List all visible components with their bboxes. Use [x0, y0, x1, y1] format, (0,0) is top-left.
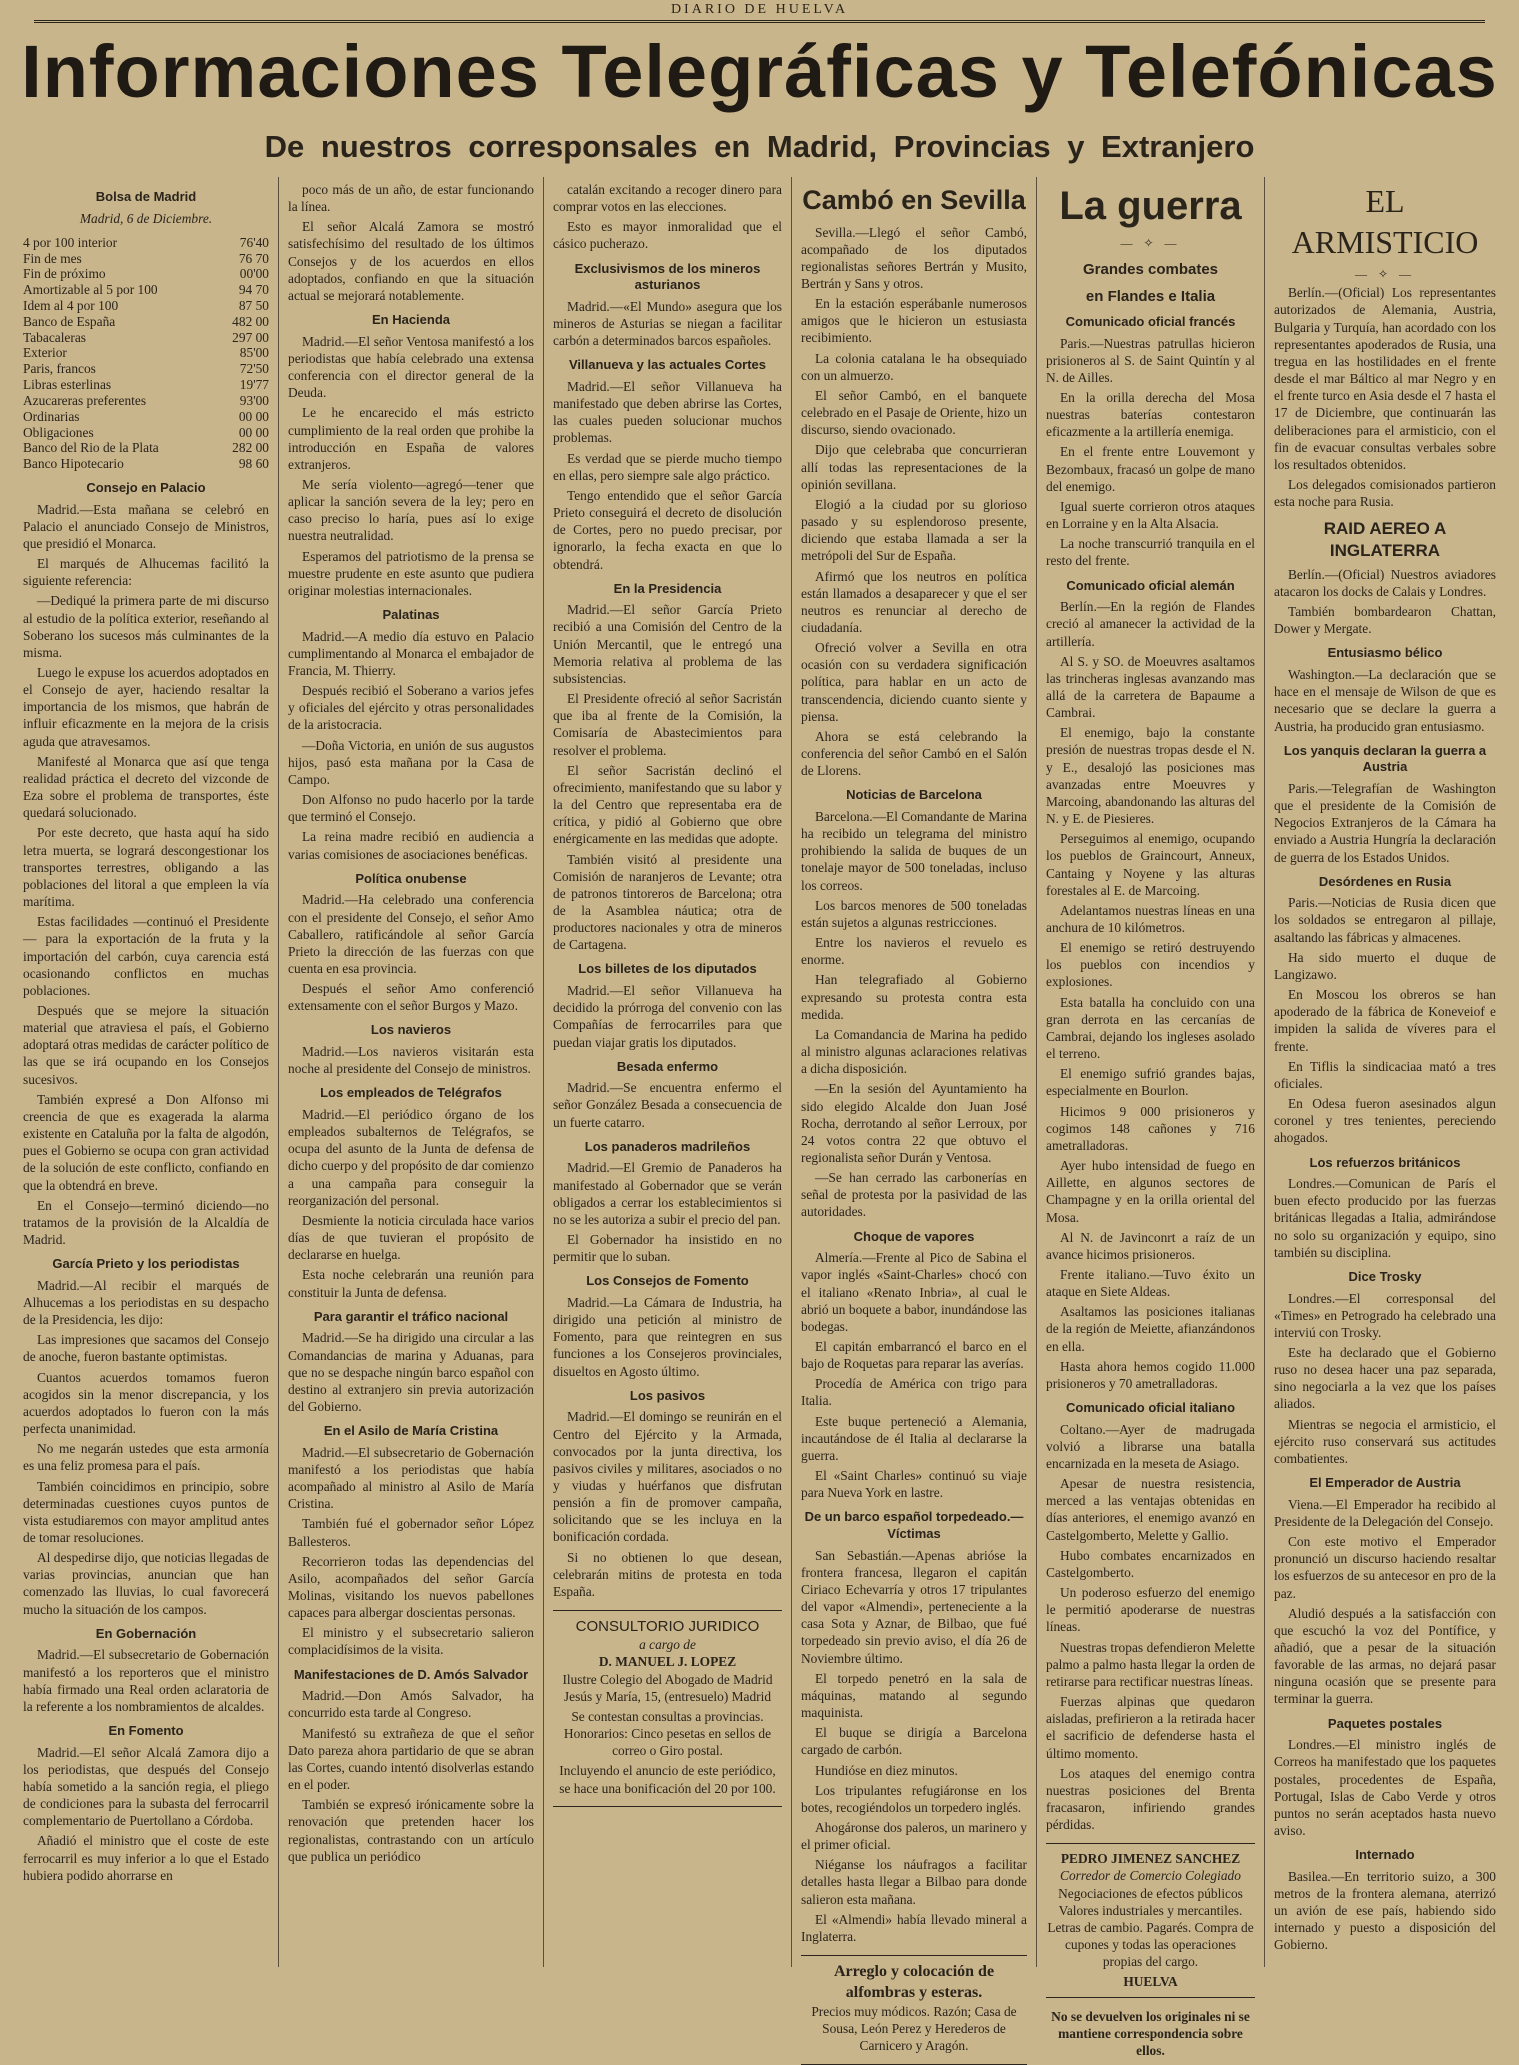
paragraph: Madrid.—La Cámara de Industria, ha dirigido una petición al ministro de Fomento, para que reintegren en sus funciones a los Consejeros provinciales, disueltos en Agosto último.: [553, 1294, 782, 1379]
rate-label: Obligaciones: [23, 424, 94, 440]
paragraph: El buque se dirigía a Barcelona cargado de carbón.: [801, 1725, 1027, 1758]
paragraph: Aludió después a la satisfacción con que escuchó la voz del Pontífice, y añadió, que a pesar de la situación favorable de las armas, no dejará pasar ninguna ocasión que se presente para terminar la guerra.: [1274, 1605, 1496, 1707]
rate-value: 98 60: [238, 456, 269, 472]
rate-label: Azucareras preferentes: [23, 392, 147, 408]
section-title: Comunicado oficial francés: [1065, 313, 1236, 329]
paragraph: San Sebastián.—Apenas abrióse la frontera francesa, llegaron el capitán Ciriaco Echevarría y otros 17 tripulantes del vapor «Almendi», perteneciente a la casa Sota y Aznar, de Bilbao, que fué torpedeado sin previo aviso, el día 26 de Noviembre último.: [801, 1547, 1027, 1666]
paragraph: Ha sido muerto el duque de Langizawo.: [1274, 949, 1496, 982]
paragraph: Al N. de Javinconrt a raíz de un avance hicimos prisioneros.: [1046, 1229, 1255, 1262]
rate-label: Libras esterlinas: [23, 377, 112, 393]
rate-label: Exterior: [23, 345, 67, 361]
section-title: En Gobernación: [95, 1625, 197, 1641]
paragraph: También se expresó irónicamente sobre la renovación que pretenden hacer los regionalistas, contrastando con un artículo que publica un periódico: [288, 1797, 534, 1864]
section-title: En la Presidencia: [613, 580, 722, 596]
paragraph: Los delegados comisionados partieron esta noche para Rusia.: [1274, 476, 1496, 510]
paragraph: Me sería violento—agregó—tener que aplicar la sanción severa de la ley; pero en caso preciso lo haría, pues así lo exige nuestra neutralidad.: [288, 476, 534, 544]
section-title: Consejo en Palacio: [86, 479, 206, 495]
section-title: Dice Trosky: [1348, 1268, 1422, 1284]
paragraph: Ofreció volver a Sevilla en otra ocasión con su verdadera significación política, para hablar en un acto de transcendencia, diciendo cuanto siente y piensa.: [801, 640, 1027, 724]
legal-ad-title: CONSULTORIO JURIDICO: [575, 1618, 760, 1636]
column-6-articles: [1274, 645, 1496, 1953]
legal-ad: [553, 1610, 782, 1807]
section-title: Los panaderos madrileños: [584, 1138, 751, 1154]
rate-value: 00'00: [239, 266, 269, 282]
paragraph: Han telegrafiado al Gobierno expresando su protesta contra esta medida.: [801, 972, 1027, 1022]
rate-value: 482 00: [232, 313, 269, 329]
paragraph: Madrid.—Al recibir el marqués de Alhucemas a los periodistas en su despacho de la Presidencia, les dijo:: [23, 1277, 269, 1328]
paragraph: El enemigo se retiró destruyendo los pueblos con incendios y explosiones.: [1046, 940, 1255, 990]
section-title: De un barco español torpedeado.—Víctimas: [804, 1509, 1024, 1542]
section-title: Exclusivismos de los mineros asturianos: [574, 260, 761, 293]
rate-row: [23, 393, 269, 409]
rate-label: Tabacaleras: [23, 329, 86, 345]
paragraph: Madrid.—El señor Villanueva ha manifestado que deben abrirse las Cortes, las cuales pueden solucionar muchos problemas.: [553, 378, 782, 446]
column-5: [1037, 177, 1265, 2058]
paragraph: Esto es mayor inmoralidad que el cásico pucherazo.: [553, 219, 782, 252]
section-title: Manifestaciones de D. Amós Salvador: [293, 1666, 529, 1682]
paragraph: El capitán embarrancó el barco en el bajo de Roquetas para reparar las averías.: [801, 1339, 1027, 1372]
section-title: Comunicado oficial alemán: [1066, 577, 1235, 593]
section-title: Comunicado oficial italiano: [1065, 1400, 1236, 1416]
paragraph: El Gobernador ha insistido en no permitir que lo suban.: [553, 1232, 782, 1265]
broker-ad-city: HUELVA: [1123, 1974, 1178, 1990]
section-title: Villanueva y las actuales Cortes: [568, 357, 767, 373]
paragraph: Perseguimos al enemigo, ocupando los pueblos de Graincourt, Anneux, Cantaing y Noyene y las alturas forestales al E. de Marcoing.: [1046, 831, 1255, 898]
rate-value: 85'00: [239, 345, 269, 361]
paragraph: Madrid.—El domingo se reunirán en el Centro del Ejército y la Armada, convocados por la junta directiva, los pasivos civiles y militares, asociados o no y viudas y huérfanos que disfrutan pensión a fin de promover campaña, solicitando que se les incluya en la bonificación cordada.: [553, 1409, 782, 1545]
section-title: García Prieto y los periodistas: [52, 1256, 240, 1272]
paragraph: Ahora se está celebrando la conferencia del señor Cambó en el Salón de Llorens.: [801, 728, 1027, 779]
paragraph: Entre los navieros el revuelo es enorme.: [801, 935, 1027, 968]
paragraph: Después que se mejore la situación material que atraviesa el país, el Gobierno adoptará otras medidas de carácter político de las que se irá ocupando en los Consejos sucesivos.: [23, 1002, 269, 1087]
market-title: Bolsa de Madrid: [95, 189, 197, 204]
rate-value: 19'77: [239, 377, 269, 393]
paragraph: Cuantos acuerdos tomamos fueron acogidos sin la menor discrepancia, y los acuerdos adoptados lo fueron con la más perfecta unanimidad.: [23, 1369, 269, 1437]
paragraph: Frente italiano.—Tuvo éxito un ataque en Siete Aldeas.: [1046, 1266, 1255, 1300]
paragraph: El ministro y el subsecretario salieron complacidísimos de la visita.: [288, 1625, 534, 1658]
paragraph: La Comandancia de Marina ha pedido al ministro algunas aclaraciones relativas a dicha disposición.: [801, 1026, 1027, 1077]
paragraph: El «Saint Charles» continuó su viaje para Nueva York en lastre.: [801, 1468, 1027, 1501]
section-title: En Hacienda: [371, 312, 451, 328]
rate-value: 87 50: [238, 298, 269, 314]
legal-ad-note: Se contestan consultas a provincias. Honorarios: Cinco pesetas en sellos de correo o Giro postal.: [563, 1708, 772, 1759]
paragraph: La colonia catalana le ha obsequiado con un almuerzo.: [801, 350, 1027, 383]
legal-ad-body: Ilustre Colegio del Abogado de Madrid Jesús y María, 15, (entresuelo) Madrid: [562, 1671, 773, 1704]
rate-label: Fin de mes: [23, 250, 82, 266]
paragraph: El enemigo sufrió grandes bajas, especialmente en Bourlon.: [1046, 1066, 1255, 1099]
paragraph: —Dediqué la primera parte de mi discurso al estudio de la política exterior, reseñando al Soberano los sucesos más culminantes de la misma.: [23, 593, 269, 660]
section-title: Los Consejos de Fomento: [586, 1273, 749, 1289]
broker-ad-role: Corredor de Comercio Colegiado: [1060, 1868, 1241, 1884]
paragraph: En Odesa fueron asesinados algun coronel y tres tenientes, pereciendo ahogados.: [1274, 1096, 1496, 1146]
paragraph: Berlín.—En la región de Flandes creció al amanecer la actividad de la artillería.: [1046, 599, 1255, 649]
paragraph: El Presidente ofreció al señor Sacristán que iba al frente de la Comisión, la Comisaría de Abastecimientos para resolver el problema.: [553, 691, 782, 758]
broker-ad: [1046, 1843, 1255, 1997]
paragraph: También fué el gobernador señor López Ballesteros.: [288, 1516, 534, 1549]
paragraph: En el Consejo—terminó diciendo—no tratamos de la provisión de la Alcaldía de Madrid.: [23, 1197, 269, 1247]
section-title: Entusiasmo bélico: [1327, 645, 1443, 661]
paragraph: Un poderoso esfuerzo del enemigo le permitió apoderarse de nuestras líneas.: [1046, 1585, 1255, 1635]
rate-label: Idem al 4 por 100: [23, 298, 119, 314]
paragraph: También coincidimos en principio, sobre determinadas cuestiones cuyos puntos de vista estudiaremos con mayor amplitud antes de tomar resoluciones.: [23, 1478, 269, 1545]
raid-article: [1274, 566, 1496, 638]
paragraph: Después el señor Amo conferenció extensamente con el señor Burgos y Mazo.: [288, 981, 534, 1014]
paragraph: —Doña Victoria, en unión de sus augustos hijos, pasó esta mañana por la Casa de Campo.: [288, 737, 534, 787]
cambo-article: [801, 224, 1027, 780]
rate-label: Paris, francos: [23, 361, 96, 377]
section-title: En el Asilo de María Cristina: [323, 1423, 499, 1439]
paragraph: Después recibió el Soberano a varios jefes y oficiales del ejército y otras personalidades de la aristocracia.: [288, 683, 534, 733]
paragraph: Madrid.—El señor García Prieto recibió a una Comisión del Centro de la Unión Mercantil, que le entregó una Memoria relativa al problema de las subsistencias.: [553, 602, 782, 686]
paragraph: Londres.—El corresponsal del «Times» en Petrogrado ha celebrado una interviú con Trosky.: [1274, 1290, 1496, 1340]
rate-row: [23, 314, 269, 330]
rate-label: Banco del Rio de la Plata: [23, 440, 159, 456]
paragraph: Viena.—El Emperador ha recibido al Presidente de la Delegación del Consejo.: [1274, 1496, 1496, 1529]
paragraph: Procedía de América con trigo para Italia.: [801, 1376, 1027, 1409]
paragraph: El torpedo penetró en la sala de máquinas, matando al segundo maquinista.: [801, 1670, 1027, 1721]
paragraph: Berlín.—(Oficial) Los representantes autorizados de Alemania, Austria, Bulgaria y Turquía, han acordado con los representantes apoderados de Rusia, una tregua en las hostilidades en el frente desde el mar Báltico al mar Negro y en el frente turco en Asia desde el 7 hasta el 17 de Diciembre, que continuarán las deliberaciones para el armisticio, con el fin de evacuar consultas verbales sobre los resultados obtenidos.: [1274, 285, 1496, 472]
paragraph: Al despedirse dijo, que noticias llegadas de varias provincias, anuncian que han comenzado las lluvias, lo cual favorecerá mucho la situación de los campos.: [23, 1550, 269, 1617]
paragraph: —En la sesión del Ayuntamiento ha sido elegido Alcalde don Juan José Rocha, derrotando al señor Lerroux, por 24 votos contra 22 que obtuvo el regionalista señor Durán y Ventosa.: [801, 1081, 1027, 1165]
paragraph: El señor Cambó, en el banquete celebrado en el Pasaje de Oriente, hizo un discurso, siendo ovacionado.: [801, 387, 1027, 438]
paragraph: Londres.—Comunican de París el buen efecto producido por las fuerzas británicas llegadas a Italia, admirándose no solo su organización y equipo, sino también su disciplina.: [1274, 1176, 1496, 1260]
paragraph: Paris.—Telegrafían de Washington que el presidente de la Comisión de Negocios Extranjeros de la Cámara ha enviado a Austria Hungría la declaración de guerra de los Estados Unidos.: [1274, 780, 1496, 865]
section-title: Los navieros: [370, 1022, 452, 1038]
paragraph: catalán excitando a recoger dinero para comprar votos en las elecciones.: [553, 182, 782, 215]
paragraph: La reina madre recibió en audiencia a varias comisiones de asociaciones benéficas.: [288, 829, 534, 862]
paragraph: Madrid.—Ha celebrado una conferencia con el presidente del Consejo, el señor Amo Caballero, ratificándole al señor García Prieto la dirección de las fuerzas con que cuenta en esa provincia.: [288, 892, 534, 976]
section-title: Besada enfermo: [616, 1058, 719, 1074]
columns: [14, 177, 1505, 2058]
cambo-title: Cambó en Sevilla: [802, 185, 1026, 215]
rate-value: 00 00: [238, 424, 269, 440]
paragraph: Almería.—Frente al Pico de Sabina el vapor inglés «Saint-Charles» chocó con el italiano «Renato Inbria», al cual le abrió un boquete a babor, inundándose las bodegas.: [801, 1250, 1027, 1334]
section-title: Los billetes de los diputados: [578, 961, 757, 977]
carpet-ad-body: Precios muy módicos. Razón; Casa de Sousa, León Perez y Herederos de Carnicero y Aragón.: [811, 2004, 1017, 2054]
paragraph: En la orilla derecha del Mosa nuestras baterías contestaron eficazmente a la artillería enemiga.: [1046, 390, 1255, 440]
paragraph: No me negarán ustedes que esta armonía es una feliz promesa para el país.: [23, 1441, 269, 1474]
paragraph: El marqués de Alhucemas facilitó la siguiente referencia:: [23, 556, 269, 589]
paragraph: Recorrieron todas las dependencias del Asilo, acompañados del señor García Molinas, visitando los nuevos pabellones capaces para albergar doscientas personas.: [288, 1553, 534, 1621]
section-title: Paquetes postales: [1327, 1715, 1443, 1731]
rate-label: Fin de próximo: [23, 266, 106, 282]
rate-row: [23, 456, 269, 472]
paragraph: Madrid.—Los navieros visitarán esta noche al presidente del Consejo de ministros.: [288, 1044, 534, 1077]
paragraph: El «Almendi» había llevado mineral a Inglaterra.: [801, 1911, 1027, 1944]
paragraph: Ayer hubo intensidad de fuego en Aillette, en algunos sectores de Champagne y en la orilla oriental del Mosa.: [1046, 1158, 1255, 1225]
section-title: En Fomento: [108, 1723, 184, 1738]
rate-value: 93'00: [239, 392, 269, 408]
rate-label: Banco de España: [23, 313, 116, 329]
paragraph: El señor Alcalá Zamora se mostró satisfechísimo del resultado de los últimos Consejos y de los acuerdos en ellos adoptados, confiando en que la situación actual se mejorará notablemente.: [288, 219, 534, 303]
paragraph: Fuerzas alpinas que quedaron aisladas, prefirieron a la retirada hacer el sacrificio de defenderse hasta el último momento.: [1046, 1694, 1255, 1761]
section-title: Los yanquis declaran la guerra a Austria: [1283, 742, 1487, 775]
paragraph: Hasta ahora hemos cogido 11.000 prisioneros y 70 ametralladoras.: [1046, 1358, 1255, 1391]
paragraph: Don Alfonso no pudo hacerlo por la tarde que terminó el Consejo.: [288, 792, 534, 825]
masthead: DIARIO DE HUELVA: [670, 2, 849, 17]
paragraph: Ahogáronse dos paleros, un marinero y el primer oficial.: [801, 1820, 1027, 1853]
paragraph: Hubo combates encarnizados en Castelgomberto.: [1046, 1547, 1255, 1580]
paragraph: Los barcos menores de 500 toneladas están sujetos a algunas restricciones.: [801, 897, 1027, 930]
rate-row: [23, 298, 269, 314]
rate-row: [23, 409, 269, 425]
paragraph: Los tripulantes refugiáronse en los botes, recogiéndolos un torpedero inglés.: [801, 1782, 1027, 1815]
paragraph: El señor Sacristán declinó el ofrecimiento, manifestando que su labor y la del Centro que representaba era de crítica, y pidió al Gobierno que obre enérgicamente en las medidas que adopte.: [553, 762, 782, 847]
rate-value: 297 00: [232, 329, 269, 345]
paragraph: Madrid.—El señor Villanueva ha decidido la prórroga del convenio con las Compañías de ferrocarriles para que puedan viajar gratis los diputados.: [553, 983, 782, 1050]
paragraph: poco más de un año, de estar funcionando la línea.: [288, 182, 534, 215]
rate-value: 94 70: [238, 282, 269, 298]
section-title: Para garantir el tráfico nacional: [313, 1308, 509, 1324]
paragraph: Madrid.—El subsecretario de Gobernación manifestó a los reporteros que el ministro había firmado una Real orden aclaratoria de la referente a los nombramientos de alcaldes.: [23, 1647, 269, 1714]
paragraph: Hicimos 9 000 prisioneros y cogimos 148 cañones y 716 ametralladoras.: [1046, 1103, 1255, 1153]
paragraph: Hundióse en diez minutos.: [815, 1762, 958, 1778]
paragraph: Madrid.—Esta mañana se celebró en Palacio el anunciado Consejo de Ministros, que presidió el Monarca.: [23, 501, 269, 551]
paragraph: En Moscou los obreros se han apoderado de la fábrica de Koneveiof e impiden la salida de víveres para el frente.: [1274, 987, 1496, 1054]
paragraph: Basilea.—En territorio suizo, a 300 metros de la frontera alemana, aterrizó un avión de ese país, habiendo sido internado y puesto a disposición del Gobierno.: [1274, 1868, 1496, 1953]
column-1-articles: [23, 480, 269, 1884]
paragraph: Mientras se negocia el armisticio, el ejército ruso conservará sus actitudes combatientes.: [1274, 1416, 1496, 1466]
paragraph: Este buque perteneció a Alemania, incautándose de él Italia al declararse la guerra.: [801, 1413, 1027, 1463]
paragraph: El enemigo, bajo la constante presión de nuestras tropas desde el N. y E., desalojó las posiciones mas avanzadas entre Moeuvres y Marcoing, abandonando las alturas del N. y E. de Piesieres.: [1046, 725, 1255, 827]
carpet-ad-title: Arreglo y colocación de alfombras y esteras.: [833, 1963, 995, 2001]
rate-label: 4 por 100 interior: [23, 234, 118, 250]
paragraph: También expresé a Don Alfonso mi creencia de que es exagerada la alarma existente en Cataluña por la falta de algodón, pues el Gobierno se ocupa con gran actividad de la solución de este conflicto, confiando en que la obtendrá en breve.: [23, 1091, 269, 1193]
paragraph: La noche transcurrió tranquila en el resto del frente.: [1046, 536, 1255, 569]
ornament: — ✧ —: [1354, 266, 1416, 281]
paragraph: También bombardearon Chattan, Dower y Mergate.: [1274, 604, 1496, 637]
broker-ad-name: PEDRO JIMENEZ SANCHEZ: [1060, 1851, 1241, 1867]
paragraph: Elogió a la ciudad por su glorioso pasado y su esplendoroso presente, diciendo que estaba llamada a ser la metrópoli del Sur de España.: [801, 496, 1027, 564]
paragraph: Le he encarecido el más estricto cumplimiento de la real orden que prohibe la introducción en España de valores extranjeros.: [288, 405, 534, 472]
paragraph: Esperamos del patriotismo de la prensa se muestre prudente en este asunto que pudiera originar molestias internacionales.: [288, 548, 534, 598]
legal-ad-sub: a cargo de: [639, 1637, 696, 1653]
paragraph: Manifesté al Monarca que así que tenga realidad práctica el decreto del vizconde de Eza sobre el problema de transportes, éste quedará solucionado.: [23, 753, 269, 821]
rate-row: [23, 330, 269, 346]
paragraph: Esta batalla ha concluido con una gran derrota en las cercanías de Cambrai, dejando los ingleses asolado el terreno.: [1046, 994, 1255, 1062]
subheadline: De nuestros corresponsales en Madrid, Provincias y Extranjero: [264, 129, 1255, 164]
rate-value: 00 00: [238, 408, 269, 424]
column-2-lead: [288, 181, 534, 304]
column-2: [279, 177, 544, 1967]
paragraph: Añadió el ministro que el coste de este ferrocarril es muy inferior a lo que el Estado hubiera podido ahorrarse en: [23, 1833, 269, 1883]
section-title: Choque de vapores: [853, 1228, 975, 1244]
paragraph: Luego le expuse los acuerdos adoptados en el Consejo de ayer, haciendo resaltar la importancia de los mismos, que habrán de influir eficazmente en la mejora de la crisis aguda que atravesamos.: [23, 665, 269, 749]
paragraph: Madrid.—Se ha dirigido una circular a las Comandancias de marina y Aduanas, para que no se despache ningún barco español con destino al extranjero sin previa autorización del Gobierno.: [288, 1330, 534, 1414]
paragraph: Desmiente la noticia circulada hace varios días de que tuvieran el propósito de declararse en huelga.: [288, 1212, 534, 1263]
broker-ad-body: Negociaciones de efectos públicos Valores industriales y mercantiles. Letras de cambio. Pagarés. Compra de cupones y todas las operaciones propias del cargo.: [1047, 1885, 1254, 1970]
column-3-lead: [553, 181, 782, 253]
rate-label: Amortizable al 5 por 100: [23, 282, 158, 298]
paragraph: Es verdad que se pierde mucho tiempo en ellas, pero siempre sale algo práctico.: [553, 450, 782, 483]
ornament: — ✧ —: [1120, 236, 1181, 251]
paragraph: Washington.—La declaración que se hace en el mensaje de Wilson de que es necesario que se declare la guerra a Austria, ha producido gran entusiasmo.: [1274, 667, 1496, 734]
rate-row: [23, 361, 269, 377]
paragraph: Paris.—Noticias de Rusia dicen que los soldados se entregaron al pillaje, asaltando las fábricas y almacenes.: [1274, 895, 1496, 945]
headline: Informaciones Telegráficas y Telefónicas: [21, 30, 1498, 113]
paragraph: Paris.—Nuestras patrullas hicieron prisioneros al S. de Saint Quintín y al N. de Ailles.: [1046, 335, 1255, 385]
war-subtitle-2: en Flandes e Italia: [1085, 287, 1216, 305]
paragraph: Afirmó que los neutros en política están llamados a desaparecer y que el ser neutros es renunciar al derecho de ciudadanía.: [801, 568, 1027, 635]
paragraph: Las impresiones que sacamos del Consejo de anoche, fueron bastante optimistas.: [23, 1332, 269, 1365]
war-title: La guerra: [1059, 184, 1242, 228]
paragraph: Madrid.—«El Mundo» asegura que los mineros de Asturias se niegan a facilitar carbón a determinados barcos españoles.: [553, 298, 782, 349]
paragraph: Berlín.—(Oficial) Nuestros aviadores atacaron los docks de Calais y Londres.: [1274, 566, 1496, 599]
column-2-articles: [288, 312, 534, 1865]
paragraph: Igual suerte corrieron otros ataques en Lorraine y en la Alta Alsacia.: [1046, 498, 1255, 532]
paragraph: Si no obtienen lo que desean, celebrarán mitins de protesta en toda España.: [553, 1549, 782, 1599]
paragraph: En el frente entre Louvemont y Bezombaux, fracasó un golpe de mano del enemigo.: [1046, 444, 1255, 494]
legal-ad-foot: Incluyendo el anuncio de este periódico, se hace una bonificación del 20 por 100.: [559, 1763, 776, 1796]
section-title: Los refuerzos británicos: [1309, 1154, 1461, 1170]
rate-value: 72'50: [239, 361, 269, 377]
masthead-rule: [34, 20, 1485, 23]
section-title: Desórdenes en Rusia: [1318, 873, 1452, 889]
paragraph: Madrid.—Don Amós Salvador, ha concurrido esta tarde al Congreso.: [288, 1688, 534, 1721]
rate-value: 76 70: [238, 250, 269, 266]
market-rates: [23, 235, 269, 472]
column-1: [14, 177, 279, 1967]
rate-value: 282 00: [232, 440, 269, 456]
carpet-ad: [801, 1955, 1027, 2064]
rate-row: [23, 440, 269, 456]
paragraph: Con este motivo el Emperador pronunció un discurso haciendo resaltar los esfuerzos de su antecesor en pro de la paz.: [1274, 1534, 1496, 1601]
section-title: Los pasivos: [629, 1387, 706, 1403]
paragraph: Madrid.—El periódico órgano de los empleados subalternos de Telégrafos, se ocupa del asunto de la Junta de defensa de dicho cuerpo y del propósito de dar comienzo a una campaña para conseguir la reorganización del personal.: [288, 1107, 534, 1208]
paragraph: Barcelona.—El Comandante de Marina ha recibido un telegrama del ministro prohibiendo la salida de buques de un tonelaje mayor de 500 toneladas, incluso los correos.: [801, 809, 1027, 893]
paragraph: Adelantamos nuestras líneas en una anchura de 10 kilómetros.: [1046, 902, 1255, 936]
paragraph: Madrid.—A medio día estuvo en Palacio cumplimentando al Monarca el embajador de Francia, M. Thierry.: [288, 628, 534, 678]
paragraph: Asaltamos las posiciones italianas de la región de Meiette, afianzándonos en ella.: [1046, 1304, 1255, 1354]
paragraph: En Tiflis la sindicaciaa mató a tres oficiales.: [1274, 1058, 1496, 1091]
paragraph: Estas facilidades —continuó el Presidente— para la exportación de la fruta y la importación del carbón, cuya carencia está ocasionando conflictos en muchas poblaciones.: [23, 914, 269, 998]
column-3: [544, 177, 792, 1967]
market-date: Madrid, 6 de Diciembre.: [79, 210, 213, 226]
paragraph: En la estación esperábanle numerosos amigos que le hicieron un estusiasta recibimiento.: [801, 296, 1027, 346]
legal-ad-name: D. MANUEL J. LOPEZ: [598, 1654, 737, 1670]
rate-row: [23, 377, 269, 393]
column-3-articles: [553, 261, 782, 1600]
paragraph: Madrid.—El señor Alcalá Zamora dijo a los periodistas, que después del Consejo había sometido a la sanción regia, el pliego de condiciones para la subasta del ferrocarril complementario de Puertollano a Córdoba.: [23, 1744, 269, 1829]
paragraph: Nuestras tropas defendieron Melette palmo a palmo hasta llegar la orden de retirarse para rectificar nuestras líneas.: [1046, 1639, 1255, 1689]
paragraph: Madrid.—El Gremio de Panaderos ha manifestado al Gobernador que se verán obligados a cerrar los establecimientos si no se les autoriza a subir el precio del pan.: [553, 1160, 782, 1227]
rate-row: [23, 282, 269, 298]
rate-value: 76'40: [239, 234, 269, 250]
rate-row: [23, 235, 269, 251]
paragraph: Coltano.—Ayer de madrugada volvió a librarse una batalla encarnizada en la meseta de Asiago.: [1046, 1421, 1255, 1472]
rate-row: [23, 251, 269, 267]
column-4-articles: [801, 787, 1027, 1945]
paragraph: Este ha declarado que el Gobierno ruso no desea hacer una paz separada, sino negociarla a la vez que los países aliados.: [1274, 1345, 1496, 1412]
section-title: Noticias de Barcelona: [846, 787, 982, 803]
paragraph: Dijo que celebraba que concurrieran allí todas las representaciones de la opinión sevillana.: [801, 442, 1027, 492]
rate-row: [23, 425, 269, 441]
section-title: Política onubense: [355, 870, 467, 886]
paragraph: Apesar de nuestra resistencia, merced a las ventajas obtenidas en días anteriores, el enemigo avanzó en Castelgomberto, Melette y Gallio.: [1046, 1476, 1255, 1543]
armistice-article: [1274, 284, 1496, 510]
section-title: Palatinas: [382, 607, 440, 623]
armistice-title: EL ARMISTICIO: [1291, 183, 1479, 260]
paragraph: Los ataques del enemigo contra nuestras posiciones del Brenta fracasaron, infiriendo grandes pérdidas.: [1046, 1765, 1255, 1833]
section-title: Internado: [1355, 1847, 1415, 1863]
section-title: Los empleados de Telégrafos: [320, 1085, 502, 1101]
paragraph: Londres.—El ministro inglés de Correos ha manifestado que los paquetes postales, procedentes de España, Portugal, Islas de Cabo Verde y otros puntos no serán aceptados hasta nuevo aviso.: [1274, 1737, 1496, 1839]
rate-row: [23, 345, 269, 361]
paragraph: Madrid.—El señor Ventosa manifestó a los periodistas que había celebrado una extensa conferencia con el director general de la Deuda.: [288, 333, 534, 401]
paragraph: Por este decreto, que hasta aquí ha sido letra muerta, se logrará descongestionar los transportes terrestres, obligando a las poblaciones del litoral a que empleen la vía marítima.: [23, 825, 269, 910]
section-title: El Emperador de Austria: [1309, 1475, 1461, 1491]
paragraph: —Se han cerrado las carbonerías en señal de protesta por la pasividad de las autoridades.: [801, 1170, 1027, 1220]
paragraph: Sevilla.—Llegó el señor Cambó, acompañado de los diputados regionalistas señores Bertrán y Musito, Bertrán y Sans y otros.: [801, 224, 1027, 292]
rate-row: [23, 266, 269, 282]
column-5-articles: [1046, 314, 1255, 1833]
paragraph: Esta noche celebrarán una reunión para constituir la Junta de defensa.: [288, 1267, 534, 1300]
rate-label: Banco Hipotecario: [23, 456, 124, 472]
footnote: No se devuelven los originales ni se mantiene correspondencia sobre ellos.: [1051, 2008, 1250, 2058]
paragraph: Al S. y SO. de Moeuvres asaltamos las trincheras inglesas avanzando mas allá de la carretera de Bapaume a Cambrai.: [1046, 653, 1255, 721]
paragraph: También visitó al presidente una Comisión de naranjeros de Levante; otra de patronos tintoreros de Barcelona; otra de la Asamblea náutica; otra de productores nacionales y otra de mineros de Cartagena.: [553, 851, 782, 953]
war-subtitle-1: Grandes combates: [1082, 260, 1219, 278]
raid-title: RAID AEREO A INGLATERRA: [1323, 519, 1447, 561]
paragraph: Manifestó su extrañeza de que el señor Dato pareza ahora partidario de que se abran las Cortes, cuando intentó disolverlas estando en el poder.: [288, 1725, 534, 1793]
column-4: [792, 177, 1037, 2054]
paragraph: Madrid.—Se encuentra enfermo el señor González Besada a consecuencia de un fuerte catarro.: [553, 1080, 782, 1130]
paragraph: Niéganse los náufragos a facilitar detalles hasta llegar a Bilbao para donde salieron esta mañana.: [801, 1857, 1027, 1907]
rate-label: Ordinarias: [23, 408, 80, 424]
paragraph: Madrid.—El subsecretario de Gobernación manifestó a los periodistas que había acompañado al ministro al Asilo de María Cristina.: [288, 1444, 534, 1512]
column-6: [1265, 177, 1505, 1967]
paragraph: Tengo entendido que el señor García Prieto conseguirá el decreto de disolución de Cortes, pero no puedo precisar, por ignorarlo, la fecha exacta en que lo obtendrá.: [553, 487, 782, 572]
